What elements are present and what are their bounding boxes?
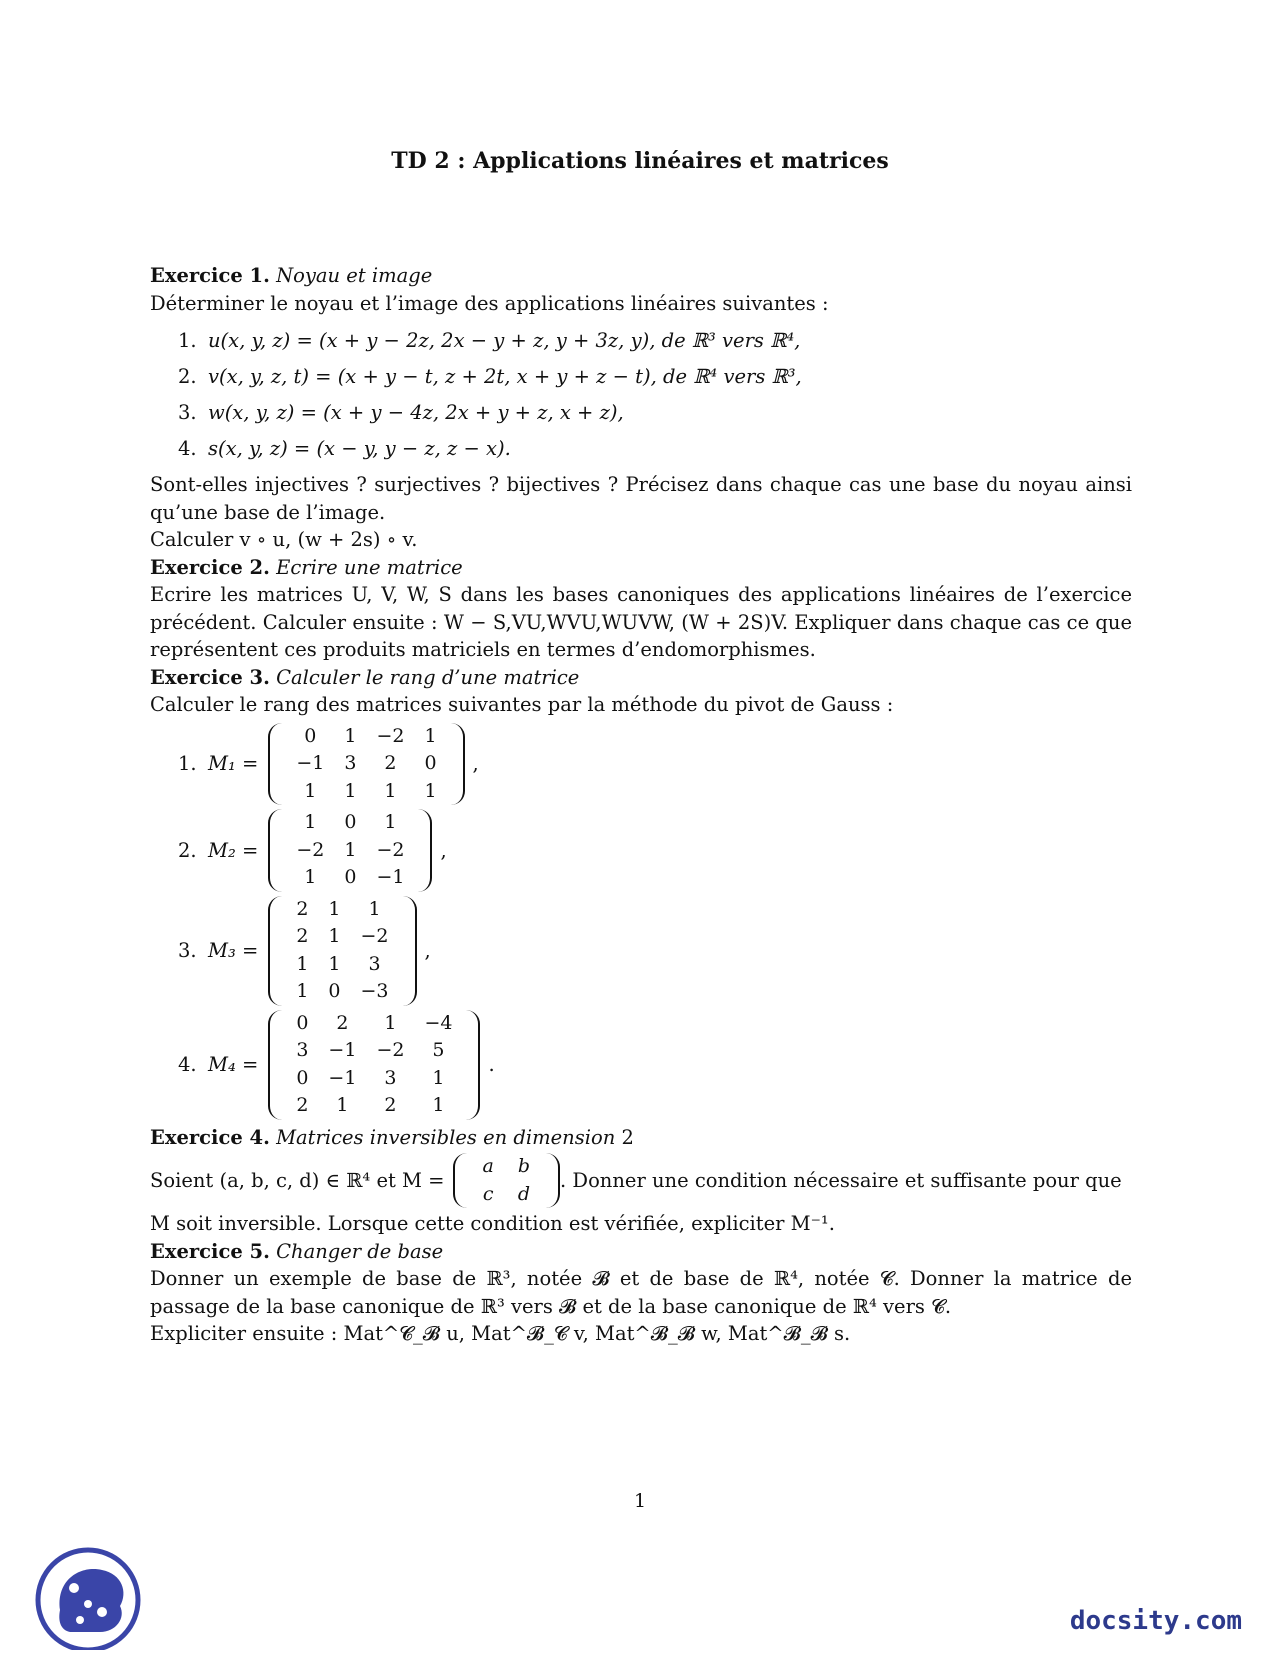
matrix-cell: −2 <box>376 724 405 747</box>
matrix-cell: −4 <box>424 1011 453 1034</box>
ex5-text: Donner un exemple de base de ℝ³, notée 𝓑 et de base de ℝ⁴, notée 𝓒. Donner la matrice de passage de la base canonique de ℝ³ vers 𝓑 et de la base canonique de ℝ⁴ vers 𝓒. <box>150 1267 1132 1318</box>
page-title: TD 2 : Applications linéaires et matrices <box>391 148 889 174</box>
matrix-row <box>471 1181 543 1209</box>
matrix-cell: −1 <box>296 752 325 774</box>
matrix-cell: −3 <box>360 980 389 1002</box>
matrix-cell: 1 <box>304 811 317 833</box>
right-paren <box>466 1010 480 1120</box>
ex4-statement <box>150 1153 1132 1208</box>
matrix-row <box>286 778 446 806</box>
item-number: 4. <box>178 1052 197 1076</box>
matrix-cell: 1 <box>296 952 309 975</box>
list-item <box>150 395 1132 431</box>
ex4-post: . Donner une condition nécessaire et suffisante pour que <box>560 1168 1122 1192</box>
ex1-question: Sont-elles injectives ? surjectives ? bijectives ? Précisez dans chaque cas une base du noyau ainsi qu’une base de l’image. <box>150 473 1132 524</box>
matrix-cell: 2 <box>296 1094 309 1116</box>
matrix-cell: 1 <box>368 897 381 920</box>
matrix-item <box>150 809 1132 892</box>
item-number: 3. <box>178 401 197 425</box>
matrix-cell: 3 <box>368 952 381 975</box>
matrix-row <box>471 1153 543 1181</box>
matrix-item <box>150 1010 1132 1120</box>
item-text: w(x, y, z) = (x + y − 4z, 2x + y + z, x + z), <box>208 401 624 425</box>
matrix-cell: 1 <box>432 1066 445 1089</box>
ex3-heading <box>150 664 1132 692</box>
page-number: 1 <box>633 1490 647 1512</box>
ex5-label: Exercice 5. <box>150 1239 270 1263</box>
matrix <box>268 809 432 892</box>
matrix-row <box>286 923 398 951</box>
brand-name: docsity.com <box>1069 1606 1242 1636</box>
item-number: 2. <box>178 838 197 862</box>
item-number: 2. <box>178 365 197 389</box>
matrix-row <box>286 896 398 924</box>
ex1-heading <box>150 262 1132 290</box>
matrix-item <box>150 723 1132 806</box>
matrix-cell: 2 <box>296 925 309 947</box>
right-paren <box>403 896 417 1006</box>
matrix-cell: 0 <box>296 1011 309 1034</box>
matrix-entries <box>471 1153 543 1208</box>
matrix-cell: 1 <box>384 1011 397 1034</box>
ex4-pre: Soient (a, b, c, d) ∈ ℝ⁴ et M = <box>150 1168 445 1192</box>
ex5-subtitle: Changer de base <box>276 1239 444 1263</box>
matrix-cell: −1 <box>328 1039 357 1061</box>
ex4-label: Exercice 4. <box>150 1125 270 1149</box>
matrix-cell: 1 <box>432 1094 445 1116</box>
left-paren <box>268 809 282 892</box>
ex4-line2: M soit inversible. Lorsque cette condition est vérifiée, expliciter M⁻¹. <box>150 1212 835 1235</box>
matrix-cell: 1 <box>424 779 437 802</box>
docsity-logo-icon <box>30 1540 148 1650</box>
matrix-cell: 2 <box>336 1011 349 1034</box>
matrix-cell: 0 <box>328 980 341 1002</box>
matrix-cell: −2 <box>296 838 325 861</box>
matrix <box>268 1010 480 1120</box>
ex4-heading <box>150 1124 1132 1152</box>
ex2-subtitle: Ecrire une matrice <box>276 555 463 579</box>
matrix-row <box>286 1010 462 1038</box>
ex1-intro: Déterminer le noyau et l’image des applications linéaires suivantes : <box>150 291 829 315</box>
matrix-row <box>286 1037 462 1065</box>
left-paren <box>453 1153 467 1208</box>
left-paren <box>268 723 282 806</box>
matrix-entries <box>286 1010 462 1120</box>
ex3-intro: Calculer le rang des matrices suivantes par la méthode du pivot de Gauss : <box>150 693 894 716</box>
item-text: v(x, y, z, t) = (x + y − t, z + 2t, x + y + z − t), de ℝ⁴ vers ℝ³, <box>208 365 802 389</box>
ex1-compute: Calculer v ∘ u, (w + 2s) ∘ v. <box>150 528 418 551</box>
matrix-entries <box>286 896 398 1006</box>
matrix-cell: b <box>517 1155 531 1177</box>
right-paren <box>546 1153 560 1208</box>
matrix-cell: a <box>482 1155 494 1177</box>
ex2-label: Exercice 2. <box>150 555 270 579</box>
matrix-cell: 1 <box>304 779 317 802</box>
matrix-cell: 1 <box>336 1094 349 1116</box>
matrix-row <box>286 1065 462 1093</box>
matrix-name: M₂ = <box>208 838 259 862</box>
ex4-subtitle: Matrices inversibles en dimension <box>276 1125 616 1149</box>
exercise-content <box>150 262 1132 1348</box>
list-item <box>150 359 1132 395</box>
matrix-punct: , <box>472 752 479 775</box>
matrix-row <box>286 1092 462 1120</box>
matrix-row <box>286 978 398 1006</box>
item-number: 4. <box>178 437 197 461</box>
matrix-cell: 1 <box>384 779 397 802</box>
matrix-cell: 0 <box>344 866 357 888</box>
matrix-row <box>286 951 398 979</box>
ex2-text: Ecrire les matrices U, V, W, S dans les bases canoniques des applications linéaires de l’exercice précédent. Calculer ensuite : W − S,VU,WVU,WUVW, (W + 2S)V. Expliquer dans chaque cas ce que représentent ces produits matriciels en termes d’endomorphismes. <box>150 583 1132 661</box>
matrix-cell: 0 <box>344 811 357 833</box>
matrix-row <box>286 864 414 892</box>
matrix-cell: −2 <box>360 925 389 947</box>
matrix-cell: 1 <box>424 724 437 747</box>
ex5-line3: Expliciter ensuite : Mat^𝓒_𝓑 u, Mat^𝓑_𝓒 v, Mat^𝓑_𝓑 w, Mat^𝓑_𝓑 s. <box>150 1322 851 1345</box>
matrix-name: M₁ = <box>208 752 259 775</box>
left-paren <box>268 1010 282 1120</box>
ex1-subtitle: Noyau et image <box>276 264 433 287</box>
matrix-row <box>286 723 446 751</box>
matrix-cell: 1 <box>384 811 397 833</box>
matrix-cell: 0 <box>424 752 437 774</box>
ex4-matrix <box>453 1153 561 1208</box>
right-paren <box>451 723 465 806</box>
matrix-name: M₃ = <box>208 938 259 962</box>
ex3-matrix-list <box>150 723 1132 1120</box>
right-paren <box>418 809 432 892</box>
matrix-cell: 5 <box>432 1039 445 1061</box>
matrix-row <box>286 809 414 837</box>
matrix-cell: 0 <box>296 1066 309 1089</box>
matrix-cell: 1 <box>328 925 341 947</box>
matrix-entries <box>286 723 446 806</box>
matrix-item <box>150 896 1132 1006</box>
matrix-cell: 2 <box>384 752 397 774</box>
matrix-cell: −2 <box>376 1039 405 1061</box>
matrix-cell: 2 <box>384 1094 397 1116</box>
matrix-cell: 1 <box>344 838 357 861</box>
matrix-cell: 1 <box>328 952 341 975</box>
matrix-cell: 3 <box>296 1039 309 1061</box>
matrix-row <box>286 837 414 865</box>
matrix-cell: 2 <box>296 897 309 920</box>
ex3-label: Exercice 3. <box>150 665 270 689</box>
item-text: s(x, y, z) = (x − y, y − z, z − x). <box>208 437 511 461</box>
ex5-heading <box>150 1238 1132 1266</box>
matrix-cell: 3 <box>344 752 357 774</box>
ex3-subtitle: Calculer le rang d’une matrice <box>276 665 580 689</box>
item-text: u(x, y, z) = (x + y − 2z, 2x − y + z, y + 3z, y), de ℝ³ vers ℝ⁴, <box>208 329 801 353</box>
matrix-punct: , <box>424 938 431 962</box>
matrix-entries <box>286 809 414 892</box>
matrix <box>268 896 416 1006</box>
matrix-cell: −1 <box>328 1066 357 1089</box>
matrix-cell: c <box>482 1182 494 1205</box>
ex1-label: Exercice 1. <box>150 264 270 287</box>
matrix-cell: 1 <box>304 866 317 888</box>
matrix-cell: 0 <box>304 724 317 747</box>
matrix-cell: 1 <box>344 724 357 747</box>
item-number: 1. <box>178 329 197 353</box>
ex2-heading <box>150 554 1132 582</box>
matrix-punct: . <box>488 1052 495 1076</box>
matrix <box>268 723 464 806</box>
item-number: 3. <box>178 938 197 962</box>
list-item <box>150 323 1132 359</box>
matrix-cell: −1 <box>376 866 405 888</box>
matrix-cell: 1 <box>328 897 341 920</box>
list-item <box>150 431 1132 467</box>
ex4-subtitle-num: 2 <box>621 1125 634 1149</box>
matrix-cell: −2 <box>376 838 405 861</box>
matrix-name: M₄ = <box>208 1052 259 1076</box>
item-number: 1. <box>178 752 197 775</box>
matrix-cell: 1 <box>344 779 357 802</box>
matrix-cell: 1 <box>296 980 309 1002</box>
ex1-list <box>150 323 1132 467</box>
matrix-cell: 3 <box>384 1066 397 1089</box>
left-paren <box>268 896 282 1006</box>
matrix-row <box>286 750 446 778</box>
matrix-cell: d <box>517 1182 531 1205</box>
matrix-punct: , <box>440 838 447 862</box>
